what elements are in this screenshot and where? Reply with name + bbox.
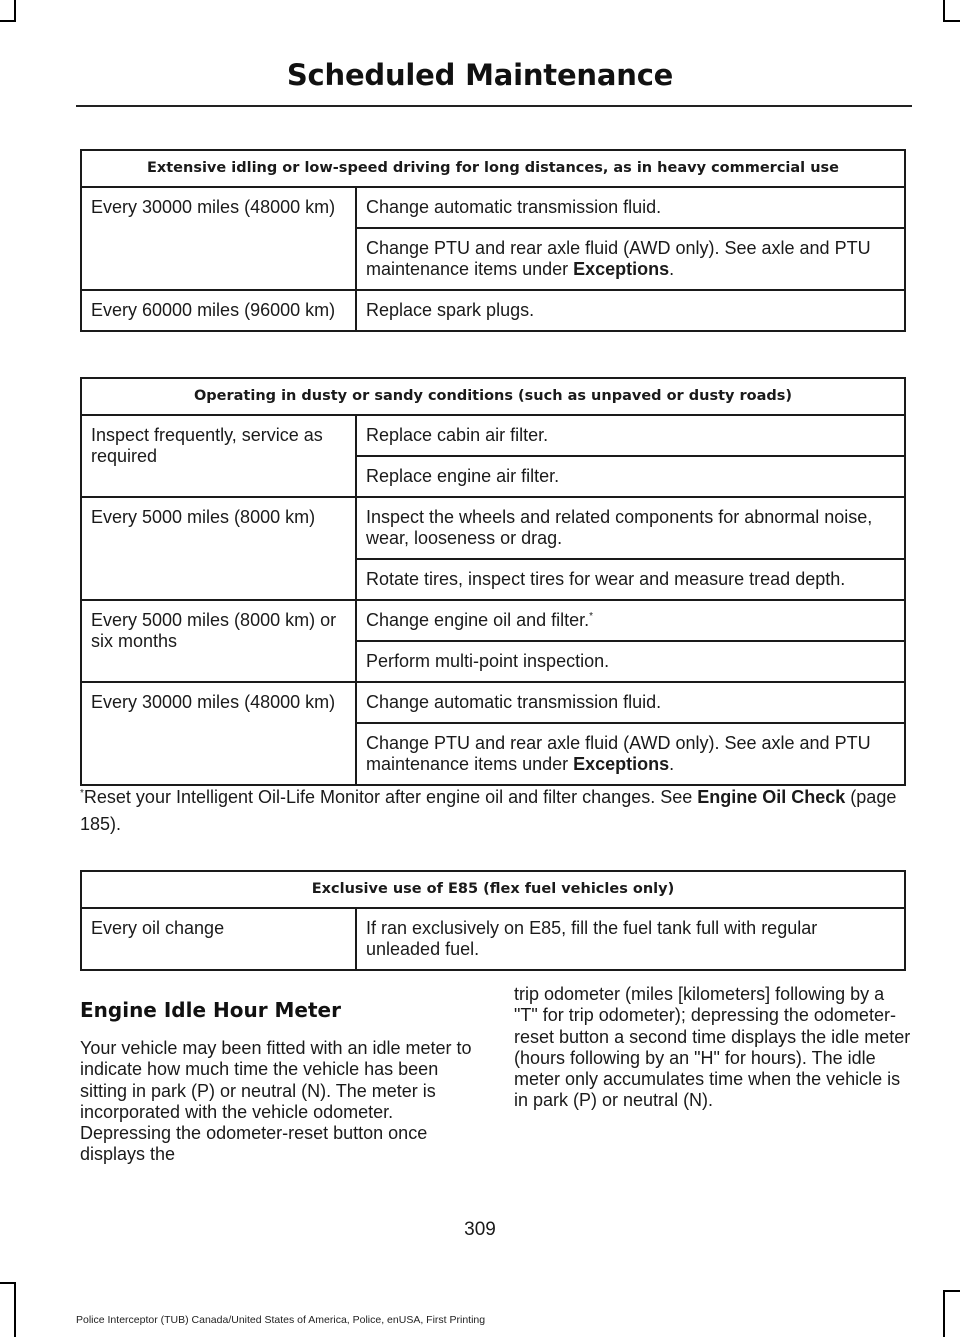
task-cell: Change engine oil and filter.* <box>356 600 905 641</box>
interval-cell: Inspect frequently, service as required <box>81 415 356 497</box>
table-heading-row <box>81 378 905 415</box>
table-row <box>81 497 905 559</box>
task-cell: Change PTU and rear axle fluid (AWD only). See axle and PTU maintenance items under Exceptions. <box>356 723 905 785</box>
task-cell: Change PTU and rear axle fluid (AWD only). See axle and PTU maintenance items under Exceptions. <box>356 228 905 290</box>
interval-cell: Every 30000 miles (48000 km) <box>81 682 356 785</box>
maintenance-table-idling <box>80 149 906 332</box>
interval-cell: Every 5000 miles (8000 km) <box>81 497 356 600</box>
exceptions-link[interactable]: Exceptions <box>573 259 670 279</box>
crop-mark <box>943 20 960 22</box>
body-text-column-1: Your vehicle may been fitted with an idle meter to indicate how much time the vehicle has been sitting in park (P) or neutral (N). The meter is incorporated with the vehicle odometer. Depressing the odometer-reset button once displays the <box>80 1038 472 1165</box>
crop-mark <box>0 1282 16 1284</box>
footnote-mark: * <box>589 611 594 622</box>
task-cell: Rotate tires, inspect tires for wear and measure tread depth. <box>356 559 905 600</box>
interval-cell: Every oil change <box>81 908 356 970</box>
crop-mark <box>14 0 16 20</box>
task-cell: Inspect the wheels and related components for abnormal noise, wear, looseness or drag. <box>356 497 905 559</box>
interval-cell: Every 5000 miles (8000 km) or six months <box>81 600 356 682</box>
maintenance-table-dusty <box>80 377 906 786</box>
table-heading: Operating in dusty or sandy conditions (such as unpaved or dusty roads) <box>81 378 905 415</box>
task-cell: Replace cabin air filter. <box>356 415 905 456</box>
footnote-mark: * <box>80 788 84 799</box>
table-row <box>81 415 905 456</box>
crop-mark <box>14 1282 16 1337</box>
crop-mark <box>943 0 945 20</box>
crop-mark <box>943 1290 945 1337</box>
header-divider <box>76 105 912 107</box>
table-heading-row <box>81 871 905 908</box>
crop-mark <box>943 1290 960 1292</box>
task-cell: Perform multi-point inspection. <box>356 641 905 682</box>
exceptions-link[interactable]: Exceptions <box>573 754 670 774</box>
task-cell: Replace spark plugs. <box>356 290 905 331</box>
table-row <box>81 187 905 228</box>
task-cell: Change automatic transmission fluid. <box>356 187 905 228</box>
table-heading-row <box>81 150 905 187</box>
interval-cell: Every 60000 miles (96000 km) <box>81 290 356 331</box>
table-row <box>81 908 905 970</box>
page-number: 309 <box>464 1219 496 1240</box>
page-title: Scheduled Maintenance <box>286 58 674 92</box>
table-heading: Exclusive use of E85 (flex fuel vehicles only) <box>81 871 905 908</box>
table-row <box>81 682 905 723</box>
crop-mark <box>0 20 16 22</box>
footnote: *Reset your Intelligent Oil-Life Monitor after engine oil and filter changes. See Engine Oil Check (page 185). <box>80 787 897 834</box>
section-title: Engine Idle Hour Meter <box>80 998 341 1022</box>
task-cell: Replace engine air filter. <box>356 456 905 497</box>
table-row <box>81 600 905 641</box>
table-row <box>81 290 905 331</box>
maintenance-table-e85 <box>80 870 906 971</box>
engine-oil-check-link[interactable]: Engine Oil Check <box>697 787 846 807</box>
body-text-column-2: trip odometer (miles [kilometers] following by a "T" for trip odometer); depressing the odometer-reset button a second time displays the idle meter (hours following by an "H" for hours). The idle meter only accumulates time when the vehicle is in park (P) or neutral (N). <box>514 984 911 1111</box>
interval-cell: Every 30000 miles (48000 km) <box>81 187 356 290</box>
table-heading: Extensive idling or low-speed driving for long distances, as in heavy commercial use <box>81 150 905 187</box>
task-cell: If ran exclusively on E85, fill the fuel tank full with regular unleaded fuel. <box>356 908 905 970</box>
footer-text: Police Interceptor (TUB) Canada/United States of America, Police, enUSA, First Printing <box>76 1314 486 1326</box>
task-cell: Change automatic transmission fluid. <box>356 682 905 723</box>
